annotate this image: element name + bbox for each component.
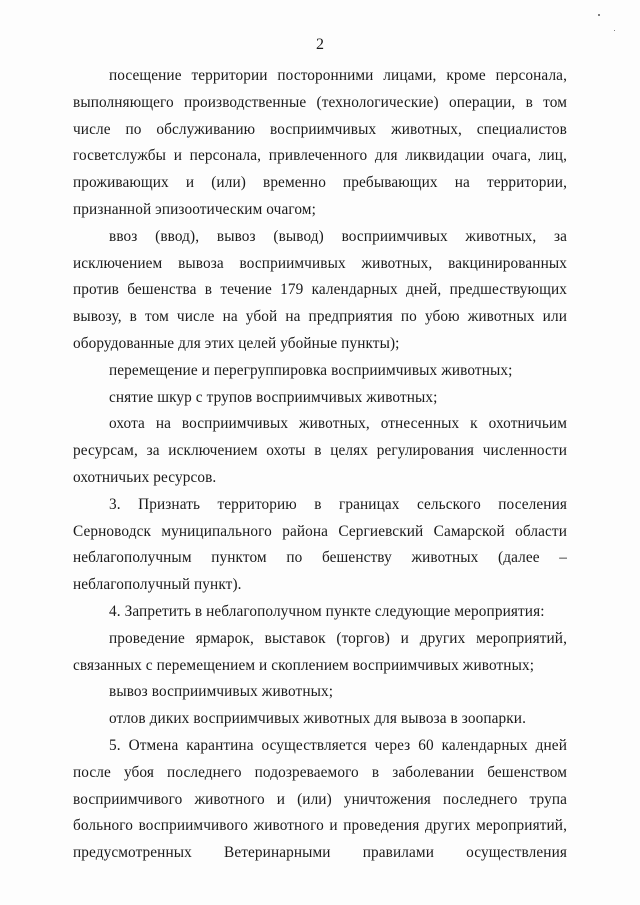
paragraph-item-3: 3. Признать территорию в границах сельского поселения Серноводск муниципального района Сергиевский Самарской области неблагополучным пунктом по бешенству животных (далее – неблагополучный пункт). xyxy=(73,495,567,594)
document-body xyxy=(73,63,567,867)
paragraph-item-5: 5. Отмена карантина осуществляется через 60 календарных дней после убоя последнего подозреваемого в заболевании бешенством восприимчивого животного и (или) уничтожения последнего трупа больного восприимчивого животного и проведения других мероприятий, предусмотренных Ветеринарными правилами осуществления xyxy=(73,736,567,862)
paragraph-relocation: перемещение и перегруппировка восприимчивых животных; xyxy=(109,361,513,379)
paragraph-trapping: отлов диких восприимчивых животных для вывоза в зоопарки. xyxy=(109,710,527,728)
paragraph-fairs: проведение ярмарок, выставок (торгов) и других мероприятий, связанных с перемещением и скоплением восприимчивых животных; xyxy=(73,629,567,674)
paragraph-import-export: ввоз (ввод), вывоз (вывод) восприимчивых животных, за исключением вывоза восприимчивых животных, вакцинированных против бешенства в течение 179 календарных дней, предшествующих вывозу, в том числе на убой на предприятия по убою животных или оборудованные для этих целей убойные пункты); xyxy=(73,227,567,352)
scan-speck xyxy=(614,30,615,31)
paragraph-skinning: снятие шкур с трупов восприимчивых животных; xyxy=(109,388,438,406)
paragraph-export: вывоз восприимчивых животных; xyxy=(109,683,334,701)
paragraph-visit-restriction: посещение территории посторонними лицами, кроме персонала, выполняющего производственные (технологические) операции, в том числе по обслуживанию восприимчивых животных, специалистов госветслужбы и персонала, привлеченного для ликвидации очага, лиц, проживающих и (или) временно пребывающих на территории, признанной эпизоотическим очагом; xyxy=(73,67,567,218)
scan-speck xyxy=(598,14,600,16)
paragraph-item-4: 4. Запретить в неблагополучном пункте следующие мероприятия: xyxy=(109,602,545,620)
paragraph-hunting: охота на восприимчивых животных, отнесенных к охотничьим ресурсам, за исключением охоты в целях регулирования численности охотничьих ресурсов. xyxy=(73,415,567,486)
page-number: 2 xyxy=(316,36,324,53)
